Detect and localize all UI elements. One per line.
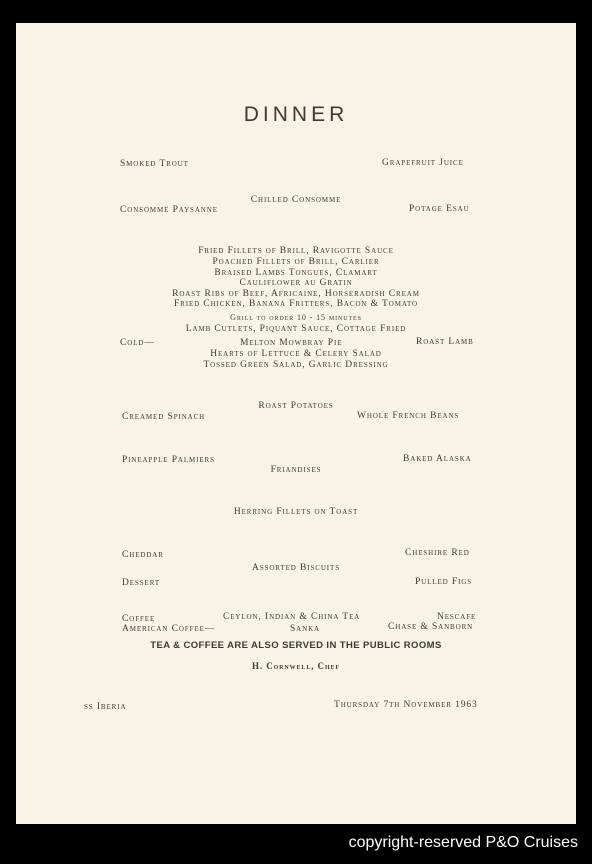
grill-heading: Grill to order 10 - 15 minutes xyxy=(230,313,362,322)
cheese-left: Cheddar xyxy=(122,550,164,560)
salad-item: Tossed Green Salad, Garlic Dressing xyxy=(203,360,389,370)
beverage-tea: Ceylon, Indian & China Tea xyxy=(223,612,361,622)
vegetable-center: Roast Potatoes xyxy=(258,401,334,411)
beverage-coffee: Coffee xyxy=(122,614,156,624)
starter-left: Smoked Trout xyxy=(120,159,189,169)
menu-title: DINNER xyxy=(243,103,349,126)
cold-center: Melton Mowbray Pie xyxy=(240,338,343,348)
savoury: Herring Fillets on Toast xyxy=(233,507,359,517)
copyright-notice: copyright-reserved P&O Cruises xyxy=(348,834,578,851)
main-item: Braised Lambs Tongues, Clamart xyxy=(214,268,378,278)
menu-date: Thursday 7th November 1963 xyxy=(334,700,478,710)
cheese-right: Cheshire Red xyxy=(405,548,470,558)
sweet-center: Friandises xyxy=(270,465,322,475)
grill-item: Lamb Cutlets, Piquant Sauce, Cottage Fried xyxy=(185,324,407,334)
main-item: Poached Fillets of Brill, Carlier xyxy=(212,257,380,267)
vegetable-right: Whole French Beans xyxy=(357,411,460,421)
beverage-chase: Chase & Sanborn xyxy=(388,622,474,632)
dessert-left: Dessert xyxy=(122,578,161,588)
soup-right: Potage Esau xyxy=(409,204,470,214)
cold-right: Roast Lamb xyxy=(416,337,474,347)
public-rooms-notice: TEA & COFFEE ARE ALSO SERVED IN THE PUBLIC ROOMS xyxy=(150,640,442,651)
sweet-left: Pineapple Palmiers xyxy=(122,455,215,465)
beverage-nescafe: Nescafe xyxy=(437,612,477,622)
beverage-american: American Coffee— xyxy=(122,624,216,634)
dessert-right: Pulled Figs xyxy=(415,577,473,587)
cheese-center: Assorted Biscuits xyxy=(251,563,341,573)
beverage-sanka: Sanka xyxy=(290,624,321,634)
main-item: Roast Ribs of Beef, Africaine, Horseradish Cream xyxy=(172,289,420,299)
soup-left: Consomme Paysanne xyxy=(120,205,218,215)
salad-item: Hearts of Lettuce & Celery Salad xyxy=(210,349,382,359)
starter-right: Grapefruit Juice xyxy=(382,158,464,168)
sweet-right: Baked Alaska xyxy=(403,454,472,464)
main-item: Fried Fillets of Brill, Ravigotte Sauce xyxy=(198,246,394,256)
chef-signature: H. Cornwell, Chef xyxy=(252,661,340,671)
ship-name: ss Iberia xyxy=(84,702,127,712)
main-item: Fried Chicken, Banana Fritters, Bacon & Tomato xyxy=(173,299,419,309)
soup-center: Chilled Consomme xyxy=(250,195,342,205)
main-item: Cauliflower au Gratin xyxy=(239,278,353,288)
vegetable-left: Creamed Spinach xyxy=(122,412,206,422)
cold-label: Cold— xyxy=(120,338,155,348)
